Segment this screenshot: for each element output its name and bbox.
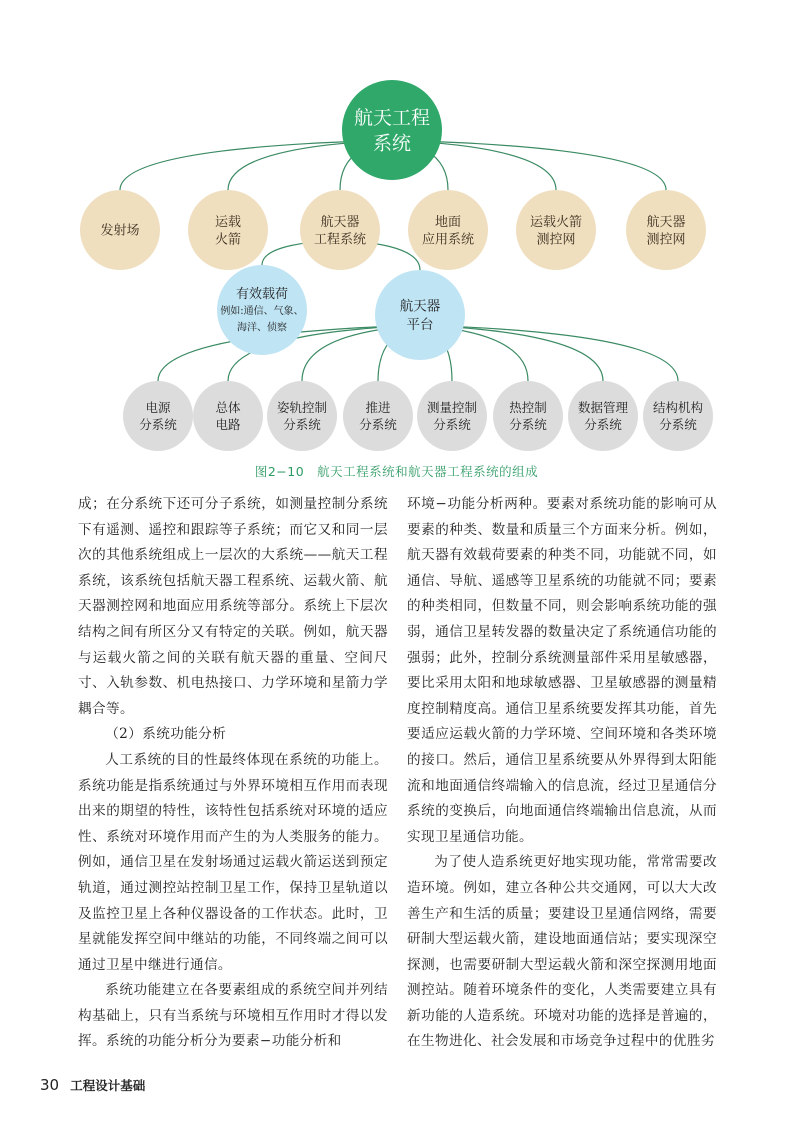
level1-node bbox=[300, 190, 380, 270]
root-node-aerospace-system bbox=[342, 80, 442, 180]
subsystem-node-label: 电源 bbox=[145, 399, 171, 415]
level1-node-label: 运载火箭 bbox=[529, 214, 583, 230]
level1-node bbox=[626, 190, 706, 270]
level1-node bbox=[516, 190, 596, 270]
paragraph: （2）系统功能分析 bbox=[105, 726, 227, 743]
level1-node-label: 应用系统 bbox=[421, 232, 475, 248]
page-footer bbox=[40, 1075, 145, 1094]
platform-node-label: 航天器 bbox=[399, 298, 441, 315]
level1-node-label: 航天器 bbox=[320, 214, 360, 230]
subsystem-node-label: 分系统 bbox=[509, 416, 547, 432]
payload-node-label: 海洋、侦察 bbox=[237, 322, 287, 334]
system-composition-diagram bbox=[0, 0, 793, 470]
subsystem-node-label: 姿轨控制 bbox=[276, 399, 328, 415]
subsystem-node-label: 电路 bbox=[215, 416, 241, 432]
subsystem-node-label: 总体 bbox=[215, 399, 241, 415]
root-node-aerospace-system-label: 航天工程 bbox=[353, 106, 431, 129]
paragraph: 人工系统的目的性最终体现在系统的功能上。系统功能是指系统通过与外界环境相互作用而表现出来的期望的特性，该特性包括系统对环境的适应性、系统对环境作用而产生的为人类服务的能力。例如，通信卫星在发射场通过运载火箭运送到预定轨道，通过测控站控制卫星工作，保持卫星轨道以及监控卫星上各种仪器设备的工作状态。此时，卫星就能发挥空间中继站的功能，不同终端之间可以通过卫星中继进行通信。 bbox=[78, 751, 388, 973]
level1-node-label: 地面 bbox=[434, 214, 462, 230]
payload-node-label: 有效载荷 bbox=[235, 287, 289, 302]
subsystem-node-label: 分系统 bbox=[433, 416, 471, 432]
subsystem-node-label: 分系统 bbox=[359, 416, 397, 432]
paragraph: 系统功能建立在各要素组成的系统空间并列结构基础上，只有当系统与环境相互作用时才得以发挥。系统的功能分析分为要素−功能分析和 bbox=[78, 982, 388, 1050]
paragraph: 环境−功能分析两种。要素对系统功能的影响可从要素的种类、数量和质量三个方面来分析。例如，航天器有效载荷要素的种类不同，功能就不同，如通信、导航、遥感等卫星系统的功能就不同；要素的种类相同，但数量不同，则会影响系统功能的强弱，通信卫星转发器的数量决定了系统通信功能的强弱；此外，控制分系统测量部件采用星敏感器，要比采用太阳和地球敏感器、卫星敏感器的测量精度控制精度高。通信卫星系统要发挥其功能，首先要适应运载火箭的力学环境、空间环境和各类环境的接口。然后，通信卫星系统要从外界得到太阳能流和地面通信终端输入的信息流，经过卫星通信分系统的变换后，向地面通信终端输出信息流，从而实现卫星通信功能。 bbox=[407, 496, 717, 845]
root-node-aerospace-system-label: 系统 bbox=[372, 132, 412, 155]
level1-node-label: 发射场 bbox=[100, 223, 140, 239]
left-text-column bbox=[78, 492, 388, 1055]
subsystem-node-label: 推进 bbox=[365, 399, 391, 415]
subsystem-node-label: 数据管理 bbox=[577, 399, 629, 415]
subsystem-node-label: 分系统 bbox=[584, 416, 622, 432]
platform-node-label: 平台 bbox=[406, 316, 434, 333]
figure-caption: 图2−10 航天工程系统和航天器工程系统的组成 bbox=[254, 464, 539, 479]
level1-node-label: 测控网 bbox=[536, 232, 576, 248]
subsystem-node-label: 分系统 bbox=[659, 416, 697, 432]
payload-node-label: 例如:通信、气象、 bbox=[220, 306, 304, 318]
right-text-column bbox=[407, 492, 717, 1055]
subsystem-node-label: 分系统 bbox=[139, 416, 177, 432]
platform-node bbox=[375, 270, 465, 360]
subsystem-node-label: 热控制 bbox=[509, 399, 547, 415]
book-title: 工程设计基础 bbox=[70, 1078, 146, 1093]
subsystem-node-label: 测量控制 bbox=[426, 399, 478, 415]
level1-node-label: 火箭 bbox=[214, 232, 242, 248]
level1-node bbox=[188, 190, 268, 270]
paragraph: 为了使人造系统更好地实现功能，常常需要改造环境。例如，建立各种公共交通网，可以大大改善生产和生活的质量；要建设卫星通信网络，需要研制大型运载火箭，建设地面通信站；要实现深空探测，也需要研制大型运载火箭和深空探测用地面测控站。随着环境条件的变化，人类需要建立具有新功能的人造系统。环境对功能的选择是普遍的，在生物进化、社会发展和市场竞争过程中的优胜劣 bbox=[407, 854, 717, 1050]
subsystem-node-label: 结构机构 bbox=[652, 399, 704, 415]
level1-node bbox=[408, 190, 488, 270]
paragraph: 成；在分系统下还可分子系统，如测量控制分系统下有遥测、遥控和跟踪等子系统；而它又和同一层次的其他系统组成上一层次的大系统——航天工程系统，该系统包括航天器工程系统、运载火箭、航天器测控网和地面应用系统等部分。系统上下层次结构之间有所区分又有特定的关联。例如，航天器与运载火箭之间的关联有航天器的重量、空间尺寸、入轨参数、机电热接口、力学环境和星箭力学耦合等。 bbox=[78, 496, 388, 717]
level1-node-label: 运载 bbox=[214, 214, 242, 230]
level1-node-label: 航天器 bbox=[646, 214, 686, 230]
level1-node-label: 测控网 bbox=[646, 232, 686, 248]
level1-node-label: 工程系统 bbox=[313, 232, 367, 248]
subsystem-node-label: 分系统 bbox=[283, 416, 321, 432]
page-number: 30 bbox=[40, 1076, 60, 1094]
